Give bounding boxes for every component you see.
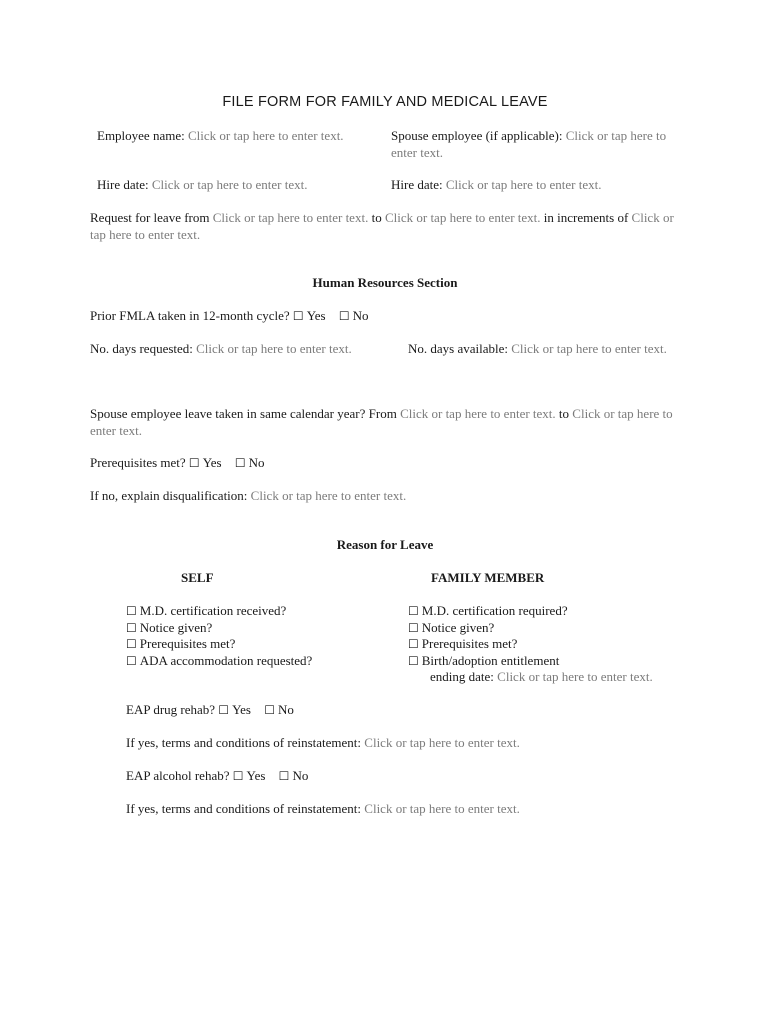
- employee-name-row: [97, 128, 377, 145]
- self-item-md-certification: ☐ M.D. certification received?: [126, 603, 287, 618]
- self-md-certification-checkbox[interactable]: ☐: [126, 604, 137, 618]
- family-prerequisites-checkbox[interactable]: ☐: [408, 637, 419, 651]
- leave-to-field[interactable]: Click or tap here to enter text.: [384, 210, 541, 225]
- increments-label: in increments of: [543, 210, 629, 225]
- eap-alcohol-terms-row: [126, 801, 686, 818]
- spouse-employee-field[interactable]: Click or tap here to enter text.: [391, 128, 667, 160]
- family-notice-given-checkbox[interactable]: ☐: [408, 620, 419, 635]
- self-item-ada: ☐ ADA accommodation requested?: [126, 652, 313, 668]
- prior-fmla-no-label: No: [352, 308, 369, 323]
- ending-date-field[interactable]: Click or tap here to enter text.: [497, 669, 653, 684]
- leave-from-field[interactable]: Click or tap here to enter text.: [212, 210, 369, 225]
- spouse-leave-from-label: From: [368, 406, 397, 421]
- eap-drug-yes-checkbox[interactable]: ☐: [218, 703, 230, 717]
- eap-drug-no-label: No: [278, 702, 294, 717]
- eap-alcohol-no-label: No: [292, 768, 309, 783]
- spouse-leave-from-field[interactable]: Click or tap here to enter text.: [400, 406, 556, 421]
- eap-alcohol-label: EAP alcohol rehab?: [126, 768, 230, 783]
- disqualification-row: [90, 488, 690, 505]
- days-requested-row: [90, 341, 390, 358]
- days-available-row: [408, 341, 678, 358]
- eap-drug-yes-label: Yes: [232, 702, 251, 717]
- family-item-birth-adoption: ☐ Birth/adoption entitlement: [408, 652, 560, 668]
- self-item-prerequisites: ☐ Prerequisites met?: [126, 636, 236, 651]
- prior-fmla-row: [90, 308, 690, 325]
- employee-name-field[interactable]: Click or tap here to enter text.: [187, 128, 344, 143]
- spouse-leave-label: Spouse employee leave taken in same calendar year?: [90, 406, 366, 421]
- spouse-employee-label: Spouse employee (if applicable):: [391, 128, 563, 143]
- request-leave-row: [90, 210, 680, 243]
- spouse-leave-row: [90, 406, 684, 439]
- eap-drug-no-checkbox[interactable]: ☐: [264, 703, 275, 717]
- self-ada-checkbox[interactable]: ☐: [126, 653, 137, 668]
- prerequisites-label: Prerequisites met?: [90, 455, 186, 470]
- increments-field[interactable]: Click or tap here to enter text.: [90, 210, 674, 242]
- disqualification-label: If no, explain disqualification:: [90, 488, 248, 503]
- family-member-heading: FAMILY MEMBER: [431, 570, 545, 585]
- prior-fmla-no-checkbox[interactable]: ☐: [338, 309, 350, 323]
- ending-date-row: [408, 669, 708, 686]
- hr-section-heading: Human Resources Section: [312, 275, 458, 290]
- page-title: FILE FORM FOR FAMILY AND MEDICAL LEAVE: [222, 94, 548, 110]
- employee-name-label: Employee name:: [97, 128, 185, 143]
- family-birth-adoption-checkbox[interactable]: ☐: [408, 653, 419, 668]
- eap-alcohol-terms-field[interactable]: Click or tap here to enter text.: [364, 801, 520, 816]
- reason-heading: Reason for Leave: [336, 537, 434, 552]
- self-prerequisites-checkbox[interactable]: ☐: [126, 637, 137, 651]
- prerequisites-yes-label: Yes: [202, 455, 222, 470]
- spouse-leave-to-label: to: [558, 406, 570, 421]
- self-item-notice-given: ☐ Notice given?: [126, 619, 213, 635]
- prior-fmla-label: Prior FMLA taken in 12-month cycle?: [90, 308, 290, 323]
- eap-alcohol-row: [126, 768, 686, 785]
- eap-drug-terms-field[interactable]: Click or tap here to enter text.: [364, 735, 520, 750]
- self-heading: SELF: [181, 570, 214, 585]
- disqualification-field[interactable]: Click or tap here to enter text.: [250, 488, 407, 503]
- family-item-notice-given: ☐ Notice given?: [408, 619, 495, 635]
- prerequisites-yes-checkbox[interactable]: ☐: [188, 456, 200, 470]
- prerequisites-no-checkbox[interactable]: ☐: [234, 456, 246, 470]
- eap-alcohol-terms-label: If yes, terms and conditions of reinstatement:: [126, 801, 362, 816]
- eap-alcohol-no-checkbox[interactable]: ☐: [278, 769, 290, 783]
- eap-drug-row: [126, 702, 686, 719]
- eap-alcohol-yes-checkbox[interactable]: ☐: [232, 769, 244, 783]
- eap-drug-terms-label: If yes, terms and conditions of reinstatement:: [126, 735, 362, 750]
- self-checklist: [126, 603, 386, 669]
- hire-date-row: [97, 177, 377, 194]
- request-leave-label: Request for leave from: [90, 210, 210, 225]
- family-checklist: [408, 603, 708, 686]
- days-available-field[interactable]: Click or tap here to enter text.: [511, 341, 667, 356]
- leave-to-label: to: [371, 210, 382, 225]
- prerequisites-no-label: No: [248, 455, 265, 470]
- spouse-leave-to-field[interactable]: Click or tap here to enter text.: [90, 406, 673, 438]
- spouse-hire-date-field[interactable]: Click or tap here to enter text.: [445, 177, 602, 192]
- eap-alcohol-yes-label: Yes: [246, 768, 266, 783]
- prior-fmla-yes-label: Yes: [306, 308, 326, 323]
- days-requested-label: No. days requested:: [90, 341, 193, 356]
- days-available-label: No. days available:: [408, 341, 508, 356]
- prerequisites-row: [90, 455, 690, 472]
- family-md-certification-checkbox[interactable]: ☐: [408, 604, 419, 618]
- self-notice-given-checkbox[interactable]: ☐: [126, 620, 137, 635]
- days-requested-field[interactable]: Click or tap here to enter text.: [196, 341, 352, 356]
- spouse-hire-date-row: [391, 177, 683, 194]
- family-item-md-certification: ☐ M.D. certification required?: [408, 603, 568, 618]
- hire-date-label: Hire date:: [97, 177, 149, 192]
- prior-fmla-yes-checkbox[interactable]: ☐: [292, 309, 304, 323]
- spouse-employee-row: [391, 128, 683, 161]
- eap-drug-terms-row: [126, 735, 686, 752]
- eap-drug-label: EAP drug rehab?: [126, 702, 216, 717]
- hire-date-field[interactable]: Click or tap here to enter text.: [151, 177, 308, 192]
- family-item-prerequisites: ☐ Prerequisites met?: [408, 636, 518, 651]
- ending-date-label: ending date:: [430, 669, 494, 684]
- spouse-hire-date-label: Hire date:: [391, 177, 443, 192]
